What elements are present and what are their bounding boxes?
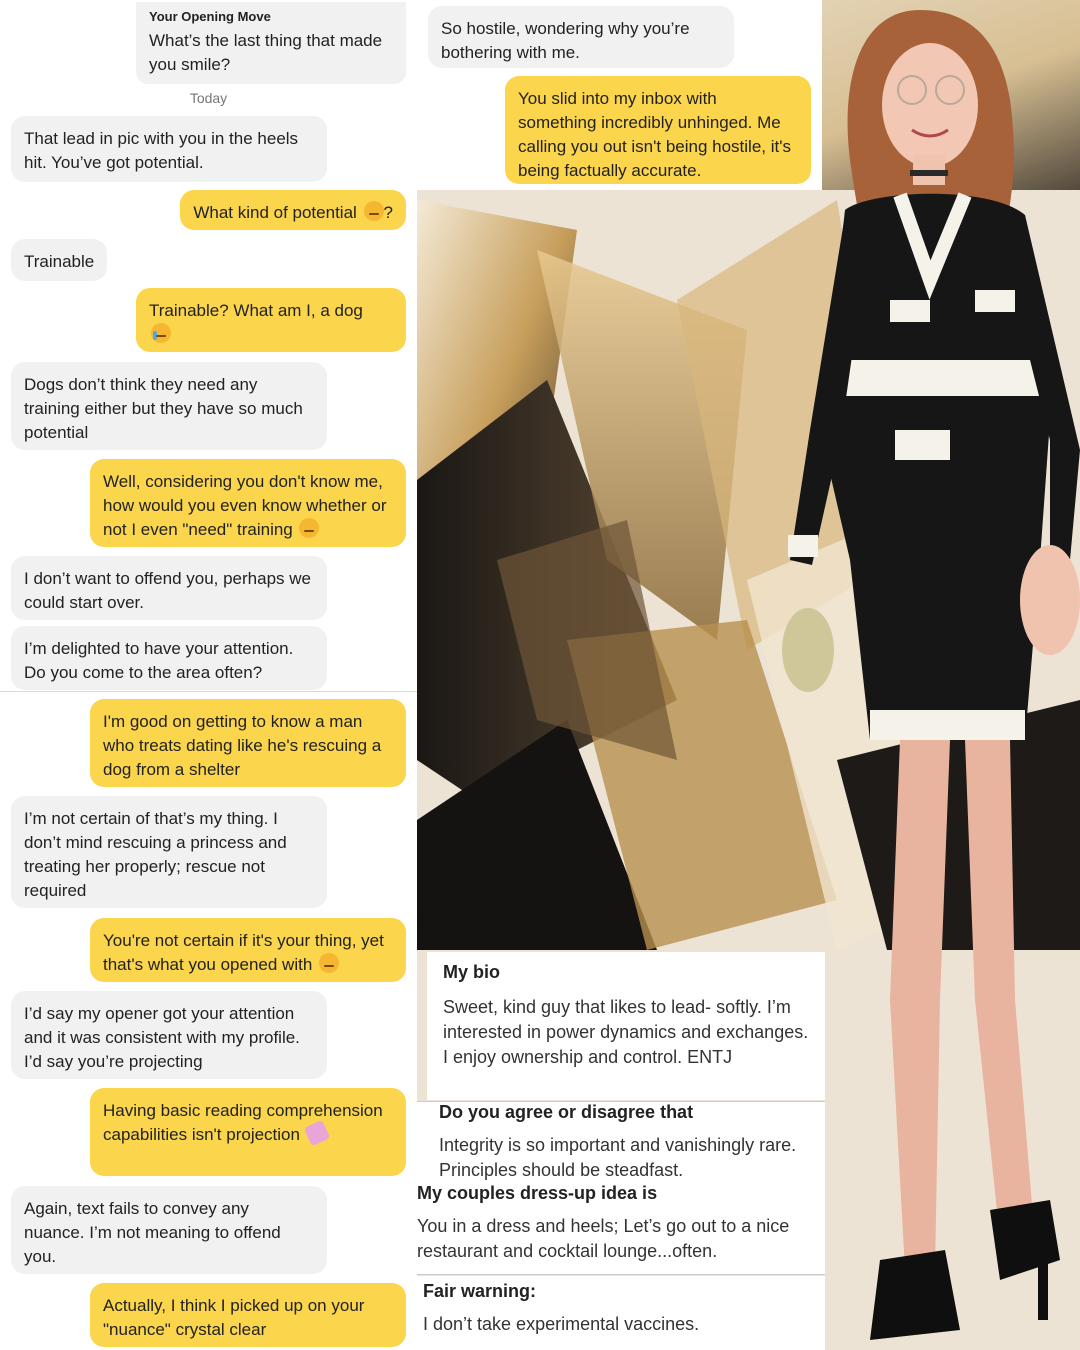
dressup-title: My couples dress-up idea is <box>417 1183 658 1203</box>
date-separator: Today <box>189 90 228 106</box>
profile-warning-card <box>417 1276 825 1350</box>
thinking-face-icon <box>364 201 384 221</box>
thinking-face-icon <box>299 518 319 538</box>
message-them <box>11 116 327 182</box>
message-text: I don’t want to offend you, perhaps we could start over. <box>24 569 311 612</box>
message-text-suffix: ? <box>383 203 393 222</box>
message-text: Dogs don’t think they need any training either but they have so much potential <box>24 375 303 442</box>
message-me <box>90 699 406 787</box>
message-me <box>90 1283 406 1347</box>
chat-column-left <box>0 0 417 1350</box>
thinking-face-icon <box>319 953 339 973</box>
crying-face-icon <box>151 323 171 343</box>
message-me <box>90 459 406 547</box>
message-them <box>11 239 107 281</box>
message-them <box>11 556 327 620</box>
message-text: You're not certain if it's your thing, yet that's what you opened with <box>103 931 384 974</box>
background-artwork <box>417 0 1080 1350</box>
message-me <box>505 76 811 184</box>
message-text: I’m not certain of that’s my thing. I don’t mind rescuing a princess and treating her properly; rescue not required <box>24 809 287 900</box>
profile-bio-card <box>427 952 825 1100</box>
bio-text: Sweet, kind guy that likes to lead- softly. I’m interested in power dynamics and exchanges. I enjoy ownership and control. ENTJ <box>443 997 809 1067</box>
message-text: Trainable <box>24 252 95 271</box>
message-text: What kind of potential <box>193 203 362 222</box>
screenshot-divider <box>0 691 417 692</box>
message-text: I’m delighted to have your attention. Do you come to the area often? <box>24 639 294 682</box>
message-me <box>136 288 406 352</box>
message-them <box>11 362 327 450</box>
message-them <box>11 626 327 690</box>
message-text: Actually, I think I picked up on your "nuance" crystal clear <box>103 1296 365 1339</box>
opening-move-label: Your Opening Move <box>149 9 271 24</box>
message-text: That lead in pic with you in the heels hit. You’ve got potential. <box>24 129 299 172</box>
agree-text: Integrity is so important and vanishingly rare. Principles should be steadfast. <box>439 1135 797 1180</box>
agree-title: Do you agree or disagree that <box>439 1102 694 1122</box>
message-text: Having basic reading comprehension capabilities isn't projection <box>103 1101 383 1144</box>
message-text: I'm good on getting to know a man who treats dating like he's rescuing a dog from a shelter <box>103 712 382 779</box>
message-text: Again, text fails to convey any nuance. I’m not meaning to offend you. <box>24 1199 281 1266</box>
opening-move-card <box>136 2 406 84</box>
bio-title: My bio <box>443 962 500 982</box>
message-text: You slid into my inbox with something incredibly unhinged. Me calling you out isn't being hostile, it's being factually accurate. <box>518 89 791 180</box>
message-them <box>11 991 327 1079</box>
message-text: I’d say my opener got your attention and it was consistent with my profile. I’d say you’re projecting <box>24 1004 300 1071</box>
message-them <box>428 6 734 68</box>
profile-agree-card <box>417 1101 825 1183</box>
message-them <box>11 796 327 908</box>
profile-dressup-card <box>417 1183 825 1275</box>
opening-move-question: What’s the last thing that made you smile? <box>149 31 383 74</box>
message-text: So hostile, wondering why you’re bothering with me. <box>441 19 690 62</box>
message-me <box>90 918 406 982</box>
chat-screenshot-right <box>417 0 822 190</box>
message-me <box>180 190 406 230</box>
message-text: Trainable? What am I, a dog <box>149 301 363 320</box>
warning-title: Fair warning: <box>423 1281 537 1301</box>
nail-polish-icon <box>303 1120 330 1147</box>
message-text: Well, considering you don't know me, how would you even know whether or not I even "need" training <box>103 472 387 539</box>
message-me <box>90 1088 406 1176</box>
dressup-text: You in a dress and heels; Let’s go out to a nice restaurant and cocktail lounge...often. <box>417 1216 790 1261</box>
message-them <box>11 1186 327 1274</box>
warning-text: I don’t take experimental vaccines. <box>423 1314 700 1334</box>
